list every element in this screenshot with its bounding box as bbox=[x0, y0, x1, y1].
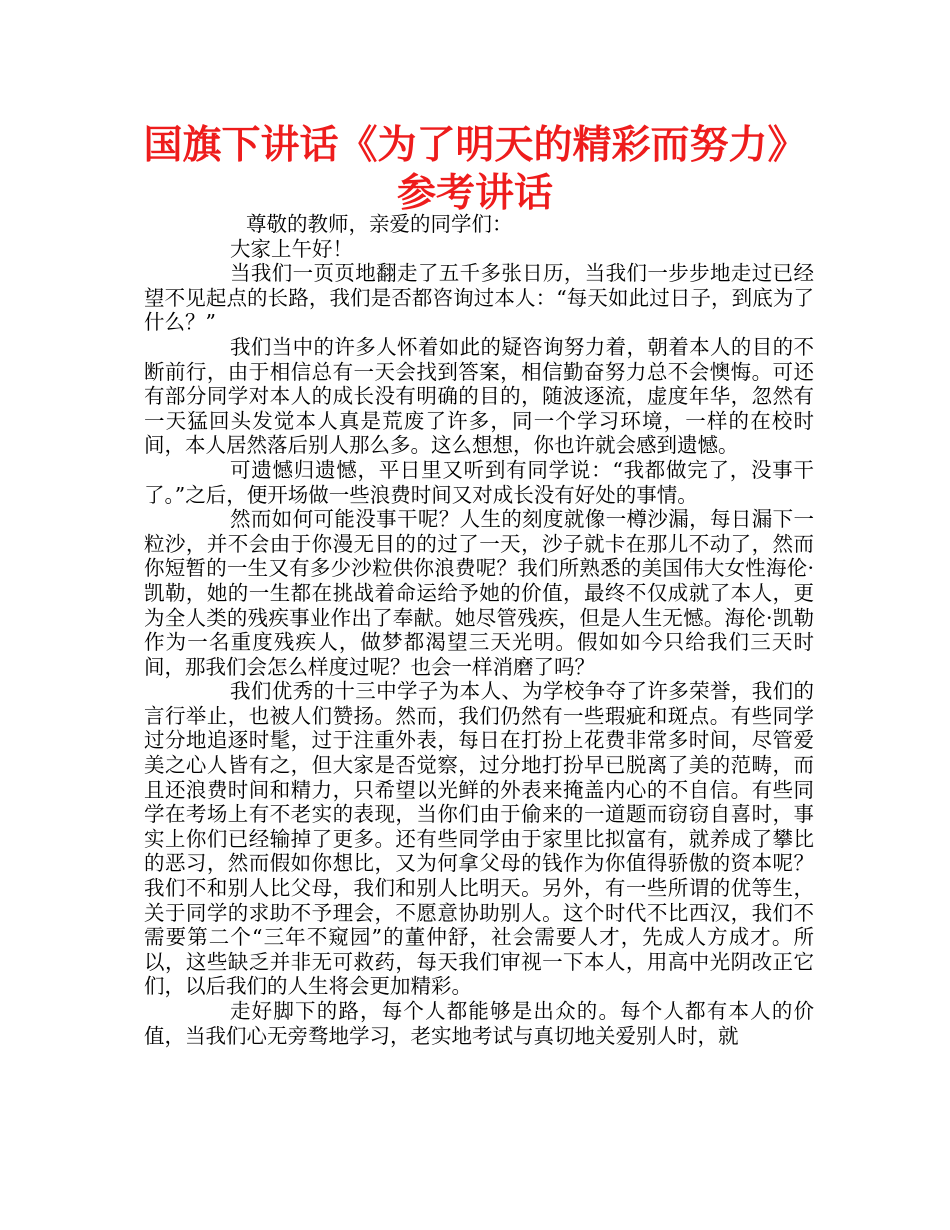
salutation: 尊敬的教师，亲爱的同学们： bbox=[246, 212, 513, 236]
document-title: 国旗下讲话《为了明天的精彩而努力》参考讲话 bbox=[143, 123, 807, 216]
paragraph: 可遗憾归遗憾，平日里又听到有同学说：“我都做完了，没事干了。”之后，便开场做一些浪费时间又对成长没有好处的事情。 bbox=[144, 457, 814, 507]
paragraph: 然而如何可能没事干呢？人生的刻度就像一樽沙漏，每日漏下一粒沙，并不会由于你漫无目的的过了一天，沙子就卡在那儿不动了，然而你短暂的一生又有多少沙粒供你浪费呢？我们所熟悉的美国伟大女性海伦·凯勒，她的一生都在挑战着命运给予她的价值，最终不仅成就了本人，更为全人类的残疾事业作出了奉献。她尽管残疾，但是人生无憾。海伦·凯勒作为一名重度残疾人，做梦都渴望三天光明。假如如今只给我们三天时间，那我们会怎么样度过呢？也会一样消磨了吗？ bbox=[144, 507, 814, 679]
paragraph: 我们优秀的十三中学子为本人、为学校争夺了许多荣誉，我们的言行举止，也被人们赞扬。然而，我们仍然有一些瑕疵和斑点。有些同学过分地追逐时髦，过于注重外表，每日在打扮上花费非常多时间，尽管爱美之心人皆有之，但大家是否觉察，过分地打扮早已脱离了美的范畴，而且还浪费时间和精力，只希望以光鲜的外表来掩盖内心的不自信。有些同学在考场上有不老实的表现，当你们由于偷来的一道题而窃窃自喜时，事实上你们已经输掉了更多。还有些同学由于家里比拟富有，就养成了攀比的恶习，然而假如你想比，又为何拿父母的钱作为你值得骄傲的资本呢？我们不和别人比父母，我们和别人比明天。另外，有一些所谓的优等生，关于同学的求助不予理会，不愿意协助别人。这个时代不比西汉，我们不需要第二个“三年不窥园”的董仲舒，社会需要人才，先成人方成才。所以，这些缺乏并非无可救药，每天我们审视一下本人，用高中光阴改正它们，以后我们的人生将会更加精彩。 bbox=[144, 679, 814, 999]
document-body bbox=[144, 212, 814, 1048]
paragraph: 走好脚下的路，每个人都能够是出众的。每个人都有本人的价值，当我们心无旁骛地学习，老实地考试与真切地关爱别人时，就 bbox=[144, 999, 814, 1048]
paragraph: 我们当中的许多人怀着如此的疑咨询努力着，朝着本人的目的不断前行，由于相信总有一天会找到答案，相信勤奋努力总不会懊悔。可还有部分同学对本人的成长没有明确的目的，随波逐流，虚度年华，忽然有一天猛回头发觉本人真是荒废了许多，同一个学习环境，一样的在校时间，本人居然落后别人那么多。这么想想，你也许就会感到遗憾。 bbox=[144, 334, 814, 458]
paragraph: 大家上午好！ bbox=[230, 236, 353, 261]
paragraph: 当我们一页页地翻走了五千多张日历，当我们一步步地走过已经望不见起点的长路，我们是否都咨询过本人：“每天如此过日子，到底为了什么？” bbox=[144, 261, 814, 335]
